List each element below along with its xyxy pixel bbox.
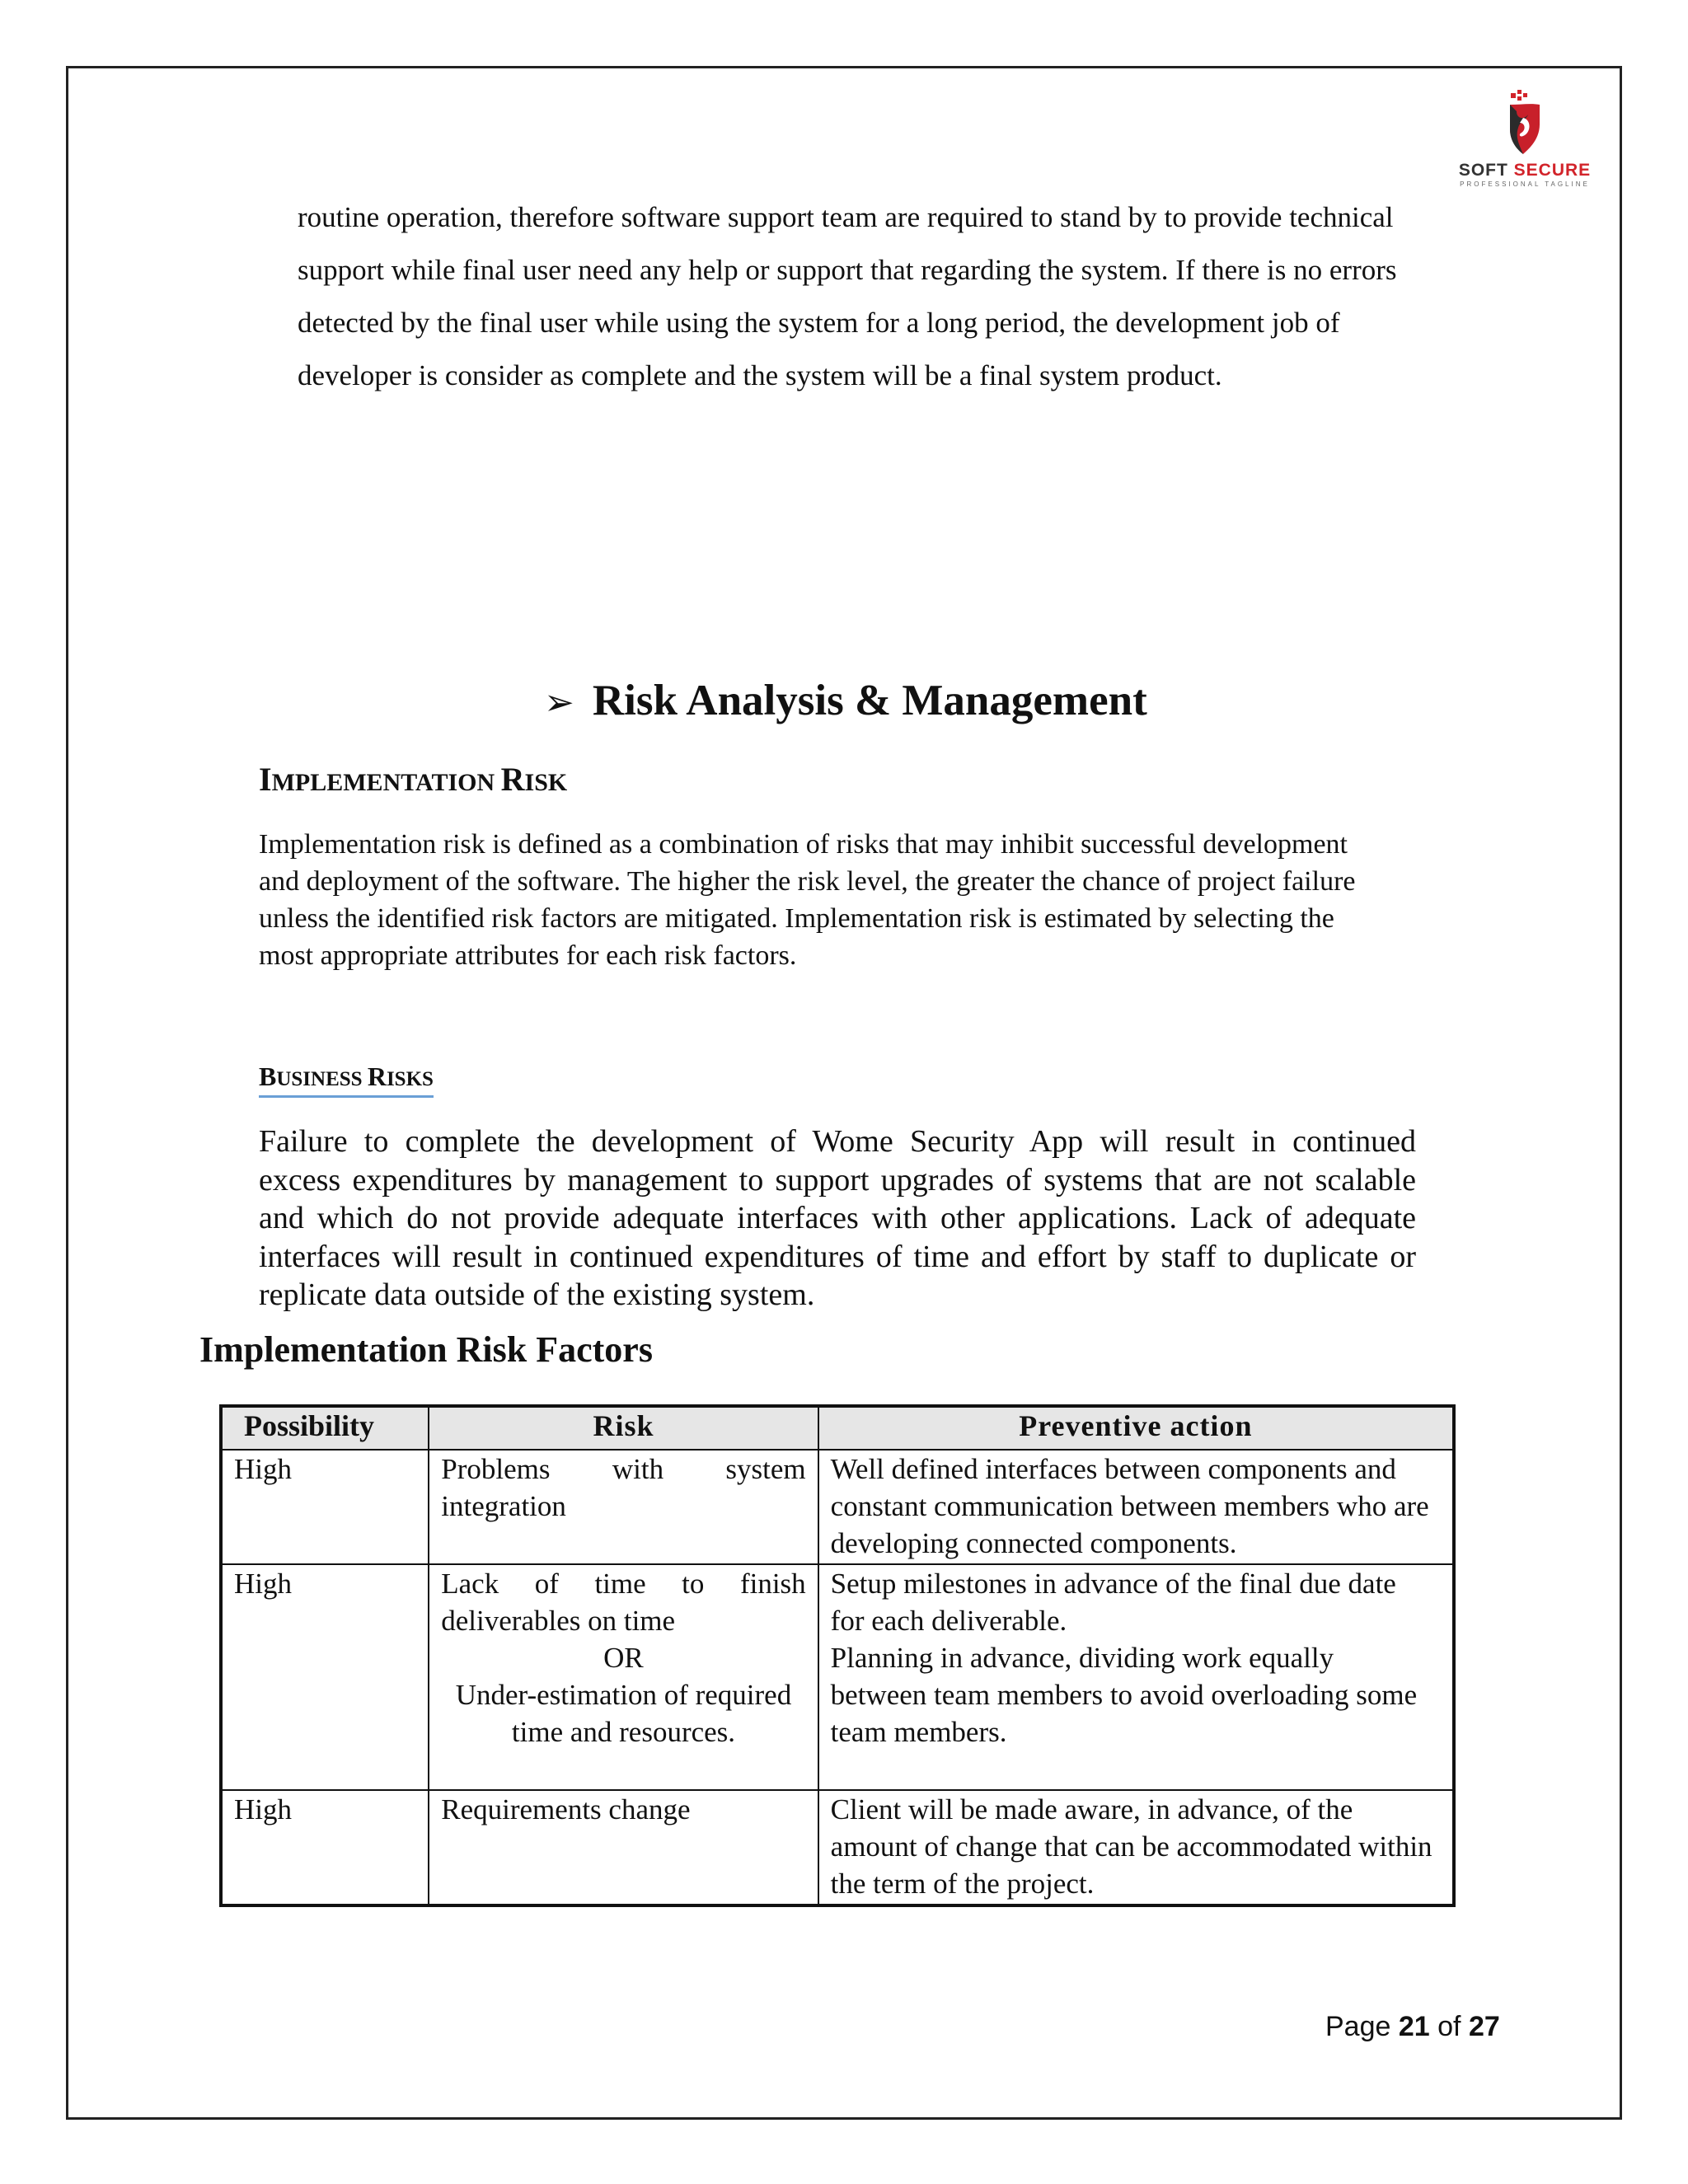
risk-factors-heading: Implementation Risk Factors	[199, 1329, 653, 1370]
business-risks-paragraph	[259, 1122, 1416, 1315]
text-line: most appropriate attributes for each risk factors.	[259, 940, 797, 971]
text-line: Implementation risk is defined as a combination of risks that may inhibit successful development	[259, 829, 1348, 860]
section-heading-risk-analysis	[544, 676, 1147, 725]
text-line: unless the identified risk factors are mitigated. Implementation risk is estimated by selecting the	[259, 903, 1334, 934]
action-cell: Well defined interfaces between components and constant communication between members who are developing connected components.	[818, 1450, 1454, 1564]
implementation-risk-paragraph	[259, 826, 1462, 974]
page-number: Page 21 of 27	[1325, 2011, 1500, 2042]
text-line: support while final user need any help or support that regarding the system. If there is no errors	[298, 254, 1397, 286]
table-row	[221, 1564, 1454, 1790]
risk-cell: Requirements change	[429, 1790, 818, 1905]
table-header-row	[221, 1406, 1454, 1450]
implementation-risk-title: IMPLEMENTATION RISK	[259, 761, 568, 798]
text-line: Failure to complete the development of Wome Security App will result in continued	[259, 1124, 1416, 1159]
possibility-cell: High	[221, 1450, 429, 1564]
text-line: routine operation, therefore software support team are required to stand by to provide technical	[298, 201, 1394, 233]
logo-brand-text: SOFT SECURE	[1458, 161, 1592, 180]
risk-cell: Lack of time to finish deliverables on time OR Under-estimation of required time and resources.	[429, 1564, 818, 1790]
company-logo	[1434, 87, 1615, 194]
column-header-preventive-action: Preventive action	[818, 1406, 1454, 1450]
shield-logo-icon	[1434, 87, 1615, 159]
text-line: developer is consider as complete and the system will be a final system product.	[298, 359, 1222, 391]
table-row	[221, 1790, 1454, 1905]
intro-paragraph	[298, 191, 1468, 402]
arrow-bullet-icon: ➢	[544, 682, 574, 724]
business-risks-title: BUSINESS RISKS	[259, 1062, 434, 1098]
column-header-possibility: Possibility	[221, 1406, 429, 1450]
column-header-risk: Risk	[429, 1406, 818, 1450]
risk-cell: Problems with system integration	[429, 1450, 818, 1564]
risk-factors-table	[219, 1404, 1456, 1907]
text-line: replicate data outside of the existing system.	[259, 1277, 815, 1312]
text-line: interfaces will result in continued expenditures of time and effort by staff to duplicate or	[259, 1239, 1416, 1274]
action-cell: Client will be made aware, in advance, of the amount of change that can be accommodated within the term of the project.	[818, 1790, 1454, 1905]
possibility-cell: High	[221, 1790, 429, 1905]
table-row	[221, 1450, 1454, 1564]
text-line: and deployment of the software. The higher the risk level, the greater the chance of project failure	[259, 866, 1356, 897]
text-line: excess expenditures by management to support upgrades of systems that are not scalable	[259, 1162, 1416, 1197]
logo-tagline: PROFESSIONAL TAGLINE	[1460, 180, 1590, 188]
action-cell: Setup milestones in advance of the final due date for each deliverable. Planning in advance, dividing work equally between team members to avoid overloading some team members.	[818, 1564, 1454, 1790]
heading-text: Risk Analysis & Management	[592, 677, 1147, 724]
text-line: and which do not provide adequate interfaces with other applications. Lack of adequate	[259, 1201, 1416, 1235]
possibility-cell: High	[221, 1564, 429, 1790]
text-line: detected by the final user while using the system for a long period, the development job of	[298, 307, 1340, 339]
